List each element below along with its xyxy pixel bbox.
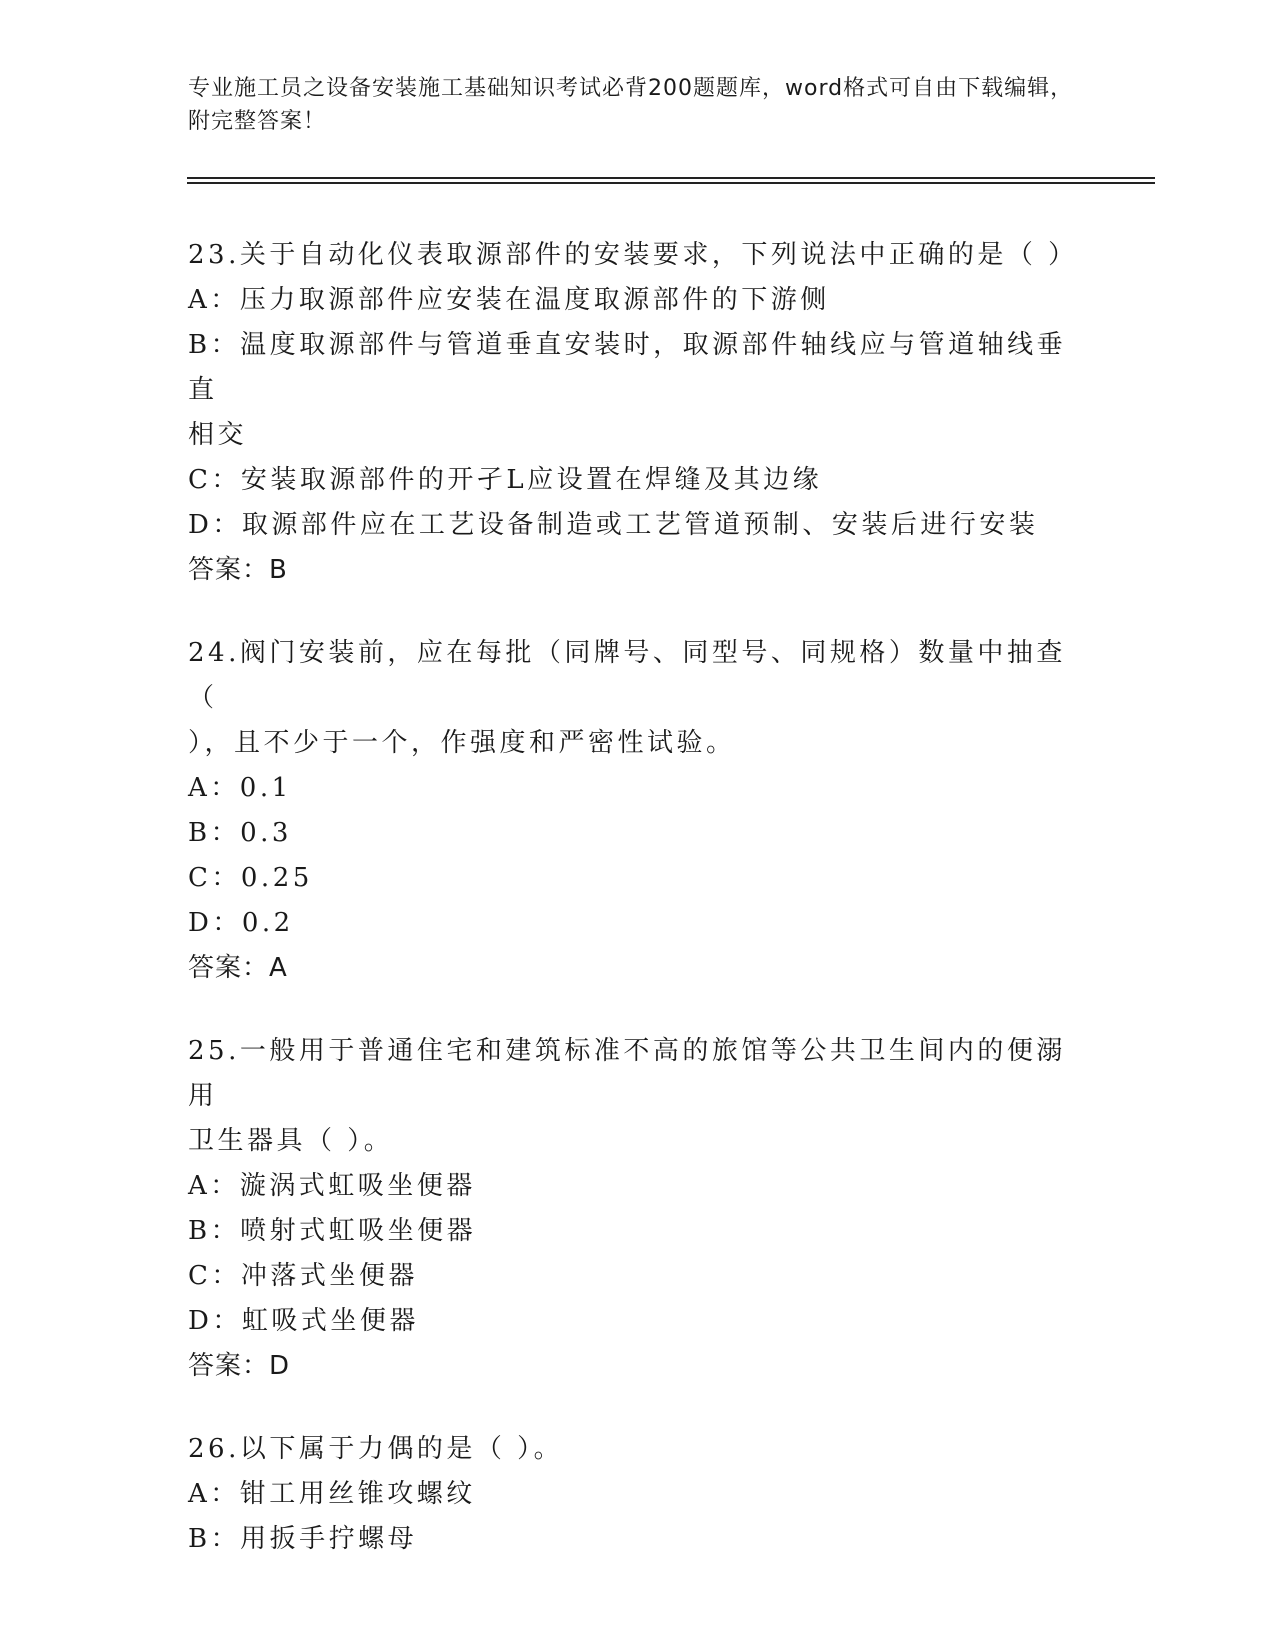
question-list xyxy=(188,233,1088,1600)
option-a: A：压力取源部件应安装在温度取源部件的下游侧 xyxy=(188,285,830,315)
question-26 xyxy=(188,1427,1088,1562)
question-23 xyxy=(188,233,1088,593)
document-header: 专业施工员之设备安装施工基础知识考试必背200题题库，word格式可自由下载编辑，附完整答案！ xyxy=(188,76,1074,134)
option-a: A：漩涡式虹吸坐便器 xyxy=(188,1171,476,1201)
option-d: D：取源部件应在工艺设备制造或工艺管道预制、安装后进行安装 xyxy=(188,510,1039,540)
option-c: C：冲落式坐便器 xyxy=(188,1261,418,1291)
question-stem-continued: ），且不少于一个，作强度和严密性试验。 xyxy=(188,728,736,758)
option-a: A：0.1 xyxy=(188,773,292,803)
question-stem-continued: 卫生器具（ ）。 xyxy=(188,1126,394,1156)
option-d: D：0.2 xyxy=(188,908,294,938)
answer: 答案：D xyxy=(188,1351,291,1381)
option-c: C：安装取源部件的开孑L应设置在焊缝及其边缘 xyxy=(188,465,823,495)
question-stem: 24.阀门安装前，应在每批（同牌号、同型号、同规格）数量中抽查（ xyxy=(188,638,1066,713)
question-25 xyxy=(188,1029,1088,1389)
question-stem: 23.关于自动化仪表取源部件的安装要求，下列说法中正确的是（ ） xyxy=(188,240,1078,270)
question-stem: 25.一般用于普通住宅和建筑标准不高的旅馆等公共卫生间内的便溺用 xyxy=(188,1036,1066,1111)
answer: 答案：B xyxy=(188,555,288,585)
option-c: C：0.25 xyxy=(188,863,313,893)
option-a: A：钳工用丝锥攻螺纹 xyxy=(188,1479,476,1509)
header-rule-bottom xyxy=(187,182,1155,184)
answer: 答案：A xyxy=(188,953,288,983)
option-b: B：用扳手拧螺母 xyxy=(188,1524,418,1554)
question-24 xyxy=(188,631,1088,991)
header-rule-top xyxy=(187,177,1155,179)
option-b: B：0.3 xyxy=(188,818,292,848)
option-b: B：喷射式虹吸坐便器 xyxy=(188,1216,477,1246)
option-d: D：虹吸式坐便器 xyxy=(188,1306,419,1336)
option-b-continued: 相交 xyxy=(188,420,248,450)
option-b: B：温度取源部件与管道垂直安装时，取源部件轴线应与管道轴线垂直 xyxy=(188,330,1067,405)
question-stem: 26.以下属于力偶的是（ ）。 xyxy=(188,1434,564,1464)
